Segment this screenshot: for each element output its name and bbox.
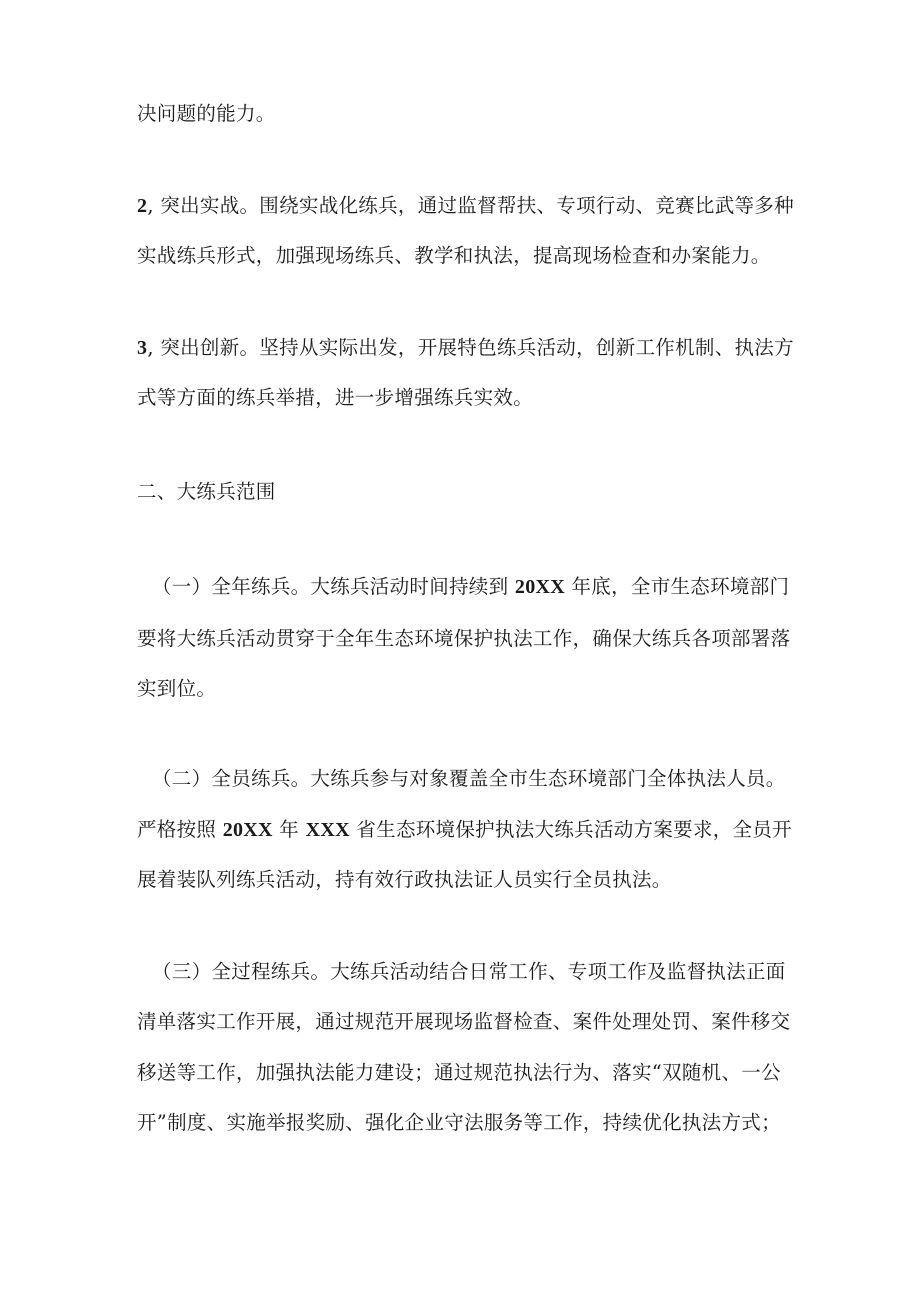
text-line <box>137 101 276 127</box>
text-segment: （一）全年练兵。大练兵活动时间持续到 <box>152 575 515 598</box>
text-segment: （三）全过程练兵。大练兵活动结合日常工作、专项工作及监督执法正面 <box>152 960 786 983</box>
text-segment: 二、大练兵范围 <box>137 480 276 503</box>
text-segment: （二）全员练兵。大练兵参与对象覆盖全市生态环境部门全体执法人员。 <box>152 767 786 790</box>
text-segment: 年底，全市生态环境部门 <box>565 575 790 598</box>
text-segment: 展着装队列练兵活动，持有效行政执法证人员实行全员执法。 <box>137 868 672 891</box>
text-segment: 严格按照 <box>137 818 223 841</box>
text-segment: 实到位。 <box>137 677 217 700</box>
bold-text: XXX <box>305 819 350 841</box>
text-line <box>137 867 672 893</box>
text-line <box>152 574 789 600</box>
bold-text: 20XX <box>222 819 273 841</box>
section-heading <box>137 479 276 505</box>
text-segment: 省生态环境保护执法大练兵活动方案要求，全员开 <box>349 818 792 841</box>
bold-text: 3 <box>137 337 148 359</box>
text-segment: , 突出实战。围绕实战化练兵，通过监督帮扶、专项行动、竞赛比武等多种 <box>147 194 794 217</box>
text-line <box>137 676 216 702</box>
bold-text: 2 <box>137 195 148 217</box>
text-line <box>137 1060 781 1086</box>
bold-text: 20XX <box>514 576 565 598</box>
text-line <box>137 193 794 219</box>
text-line <box>137 626 790 652</box>
text-segment: 年 <box>272 818 306 841</box>
text-line <box>137 385 533 411</box>
text-segment: 开”制度、实施举报奖励、强化企业守法服务等工作，持续优化执法方式； <box>137 1111 781 1134</box>
text-segment: 要将大练兵活动贯穿于全年生态环境保护执法工作，确保大练兵各项部署落 <box>137 627 791 650</box>
text-segment: 移送等工作，加强执法能力建设；通过规范执法行为、落实“双随机、一公 <box>137 1061 781 1084</box>
text-line <box>137 243 771 269</box>
text-line <box>152 766 786 792</box>
text-segment: , 突出创新。坚持从实际出发，开展特色练兵活动，创新工作机制、执法方 <box>147 336 794 359</box>
text-line <box>137 1009 790 1035</box>
text-line <box>137 335 794 361</box>
text-segment: 清单落实工作开展，通过规范开展现场监督检查、案件处理处罚、案件移交 <box>137 1010 791 1033</box>
text-segment: 实战练兵形式，加强现场练兵、教学和执法，提高现场检查和办案能力。 <box>137 244 771 267</box>
text-line <box>152 959 786 985</box>
text-segment: 式等方面的练兵举措，进一步增强练兵实效。 <box>137 386 534 409</box>
text-segment: 决问题的能力。 <box>137 102 276 125</box>
text-line <box>137 1110 781 1136</box>
text-line <box>137 817 792 843</box>
